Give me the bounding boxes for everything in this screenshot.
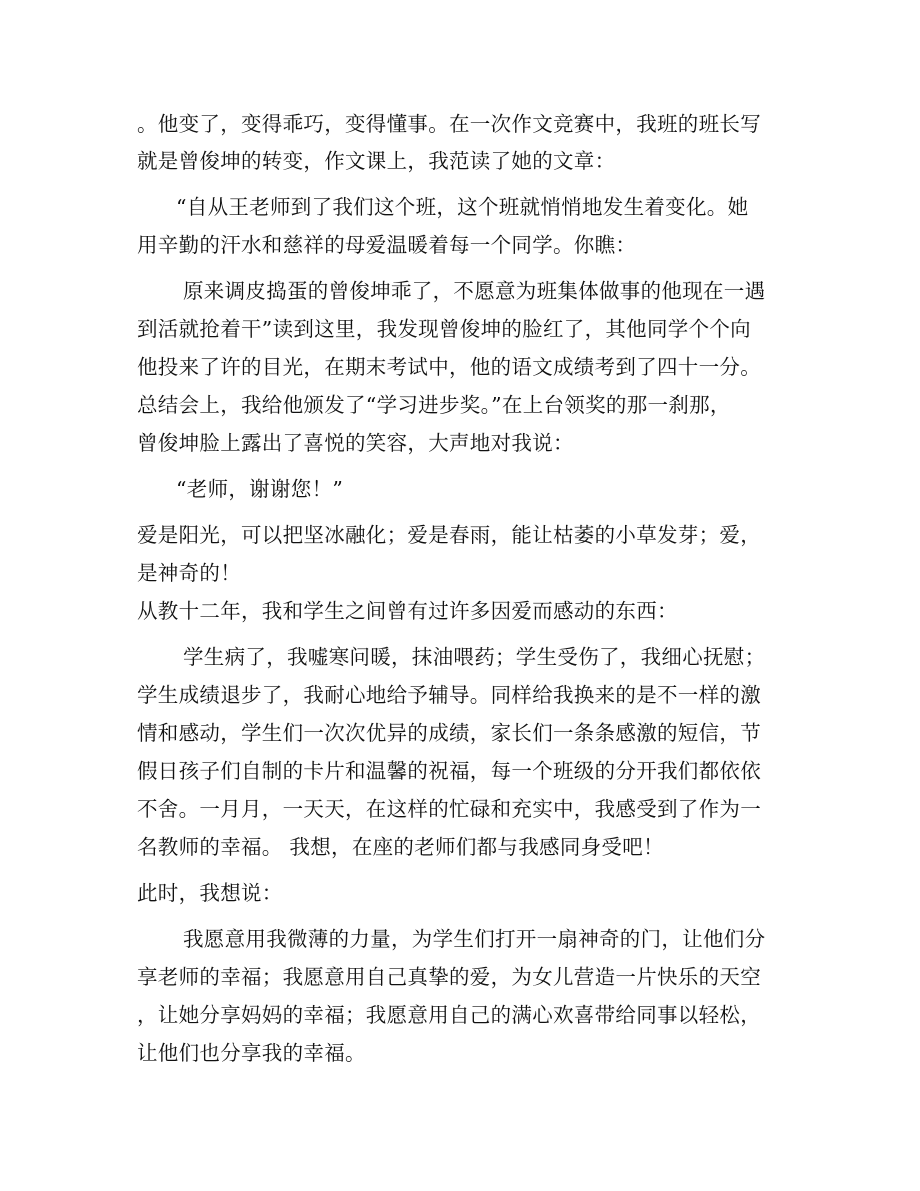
text-line: “自从王老师到了我们这个班，这个班就悄悄地发生着变化。她 — [176, 195, 749, 219]
text-line: 。他变了，变得乖巧，变得懂事。在一次作文竞赛中，我班的班长写 — [137, 112, 761, 136]
text-line: 情和感动，学生们一次次优异的成绩，家长们一条条感激的短信，节 — [137, 721, 761, 745]
text-line: 是神奇的！ — [137, 561, 241, 585]
text-line: 此时，我想说： — [137, 881, 283, 905]
text-line: 总结会上，我给他颁发了“学习进步奖。”在上台领奖的那一刹那， — [137, 393, 731, 417]
text-line: 从教十二年，我和学生之间曾有过许多因爱而感动的东西： — [137, 599, 678, 623]
text-line: 就是曾俊坤的转变，作文课上，我范读了她的文章： — [137, 149, 616, 173]
text-line: 我愿意用我微薄的力量，为学生们打开一扇神奇的门，让他们分 — [183, 927, 766, 951]
text-line: 学生病了，我嘘寒问暖，抹油喂药；学生受伤了，我细心抚慰； — [183, 645, 766, 669]
text-line: 享老师的幸福；我愿意用自己真挚的爱，为女儿营造一片快乐的天空 — [137, 965, 761, 989]
text-line: 学生成绩退步了，我耐心地给予辅导。同样给我换来的是不一样的激 — [137, 683, 761, 707]
text-line: 假日孩子们自制的卡片和温馨的祝福，每一个班级的分开我们都依依 — [137, 759, 761, 783]
text-line: 原来调皮捣蛋的曾俊坤乖了，不愿意为班集体做事的他现在一遇 — [183, 279, 766, 303]
text-line: 他投来了许的目光，在期末考试中，他的语文成绩考到了四十一分。 — [137, 355, 761, 379]
text-line: 不舍。一月月，一天天，在这样的忙碌和充实中，我感受到了作为一 — [137, 797, 761, 821]
text-line: 爱是阳光，可以把坚冰融化；爱是春雨，能让枯萎的小草发芽；爱， — [137, 523, 761, 547]
text-line: 让他们也分享我的幸福。 — [137, 1041, 366, 1065]
text-line: 用辛勤的汗水和慈祥的母爱温暖着每一个同学。你瞧： — [137, 233, 637, 257]
text-line: 到活就抢着干”读到这里，我发现曾俊坤的脸红了，其他同学个个向 — [137, 317, 751, 341]
text-line: 曾俊坤脸上露出了喜悦的笑容，大声地对我说： — [137, 431, 574, 455]
text-line: 名教师的幸福。 我想，在座的老师们都与我感同身受吧！ — [137, 835, 664, 859]
text-line: “老师，谢谢您！” — [176, 477, 344, 501]
text-line: ，让她分享妈妈的幸福；我愿意用自己的满心欢喜带给同事以轻松， — [137, 1003, 761, 1027]
